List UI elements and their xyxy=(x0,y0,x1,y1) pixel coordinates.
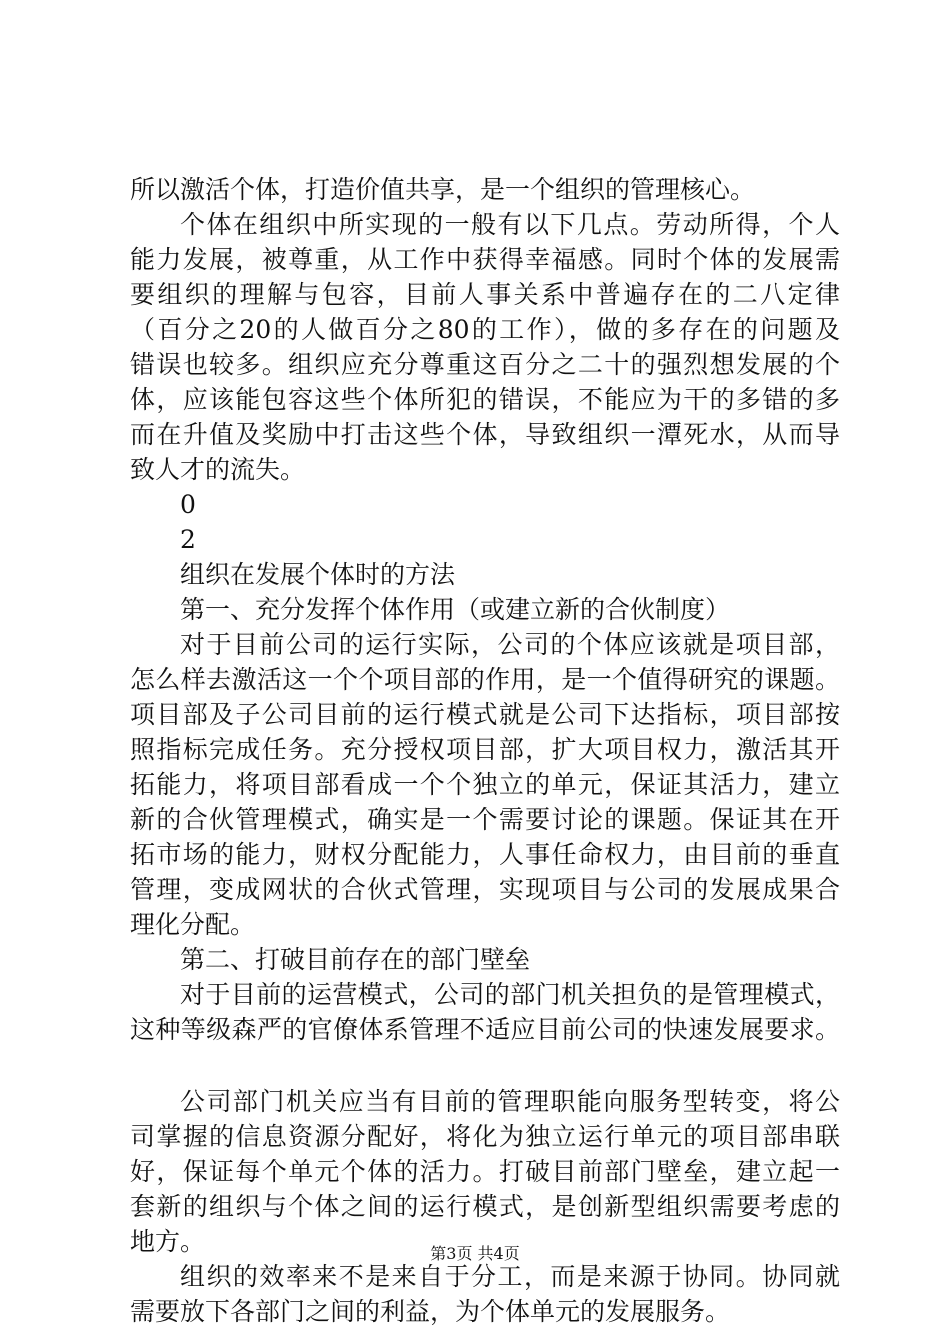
text-line: 地方。 xyxy=(130,1227,206,1256)
text-line: 第二、打破目前存在的部门壁垒 xyxy=(180,945,531,974)
text-line: 公司部门机关应当有目前的管理职能向服务型转变，将公 xyxy=(180,1087,840,1116)
text-line: 怎么样去激活这一个个项目部的作用，是一个值得研究的课题。 xyxy=(130,665,840,694)
page-footer: 第3页 共4页 xyxy=(430,1244,520,1263)
text-line: 0 xyxy=(180,490,196,519)
text-line: 套新的组织与个体之间的运行模式，是创新型组织需要考虑的 xyxy=(130,1192,840,1221)
text-line: 这种等级森严的官僚体系管理不适应目前公司的快速发展要求。 xyxy=(130,1015,840,1044)
text-line: 个体在组织中所实现的一般有以下几点。劳动所得，个人 xyxy=(180,210,840,239)
text-line: 致人才的流失。 xyxy=(130,455,306,484)
text-line: 照指标完成任务。充分授权项目部，扩大项目权力，激活其开 xyxy=(130,735,840,764)
text-line: 理化分配。 xyxy=(130,910,256,939)
text-line: 项目部及子公司目前的运行模式就是公司下达指标，项目部按 xyxy=(130,700,840,729)
text-line: 拓能力，将项目部看成一个个独立的单元，保证其活力，建立 xyxy=(130,770,840,799)
text-line: 能力发展，被尊重，从工作中获得幸福感。同时个体的发展需 xyxy=(130,245,840,274)
text-block-main xyxy=(130,172,840,1047)
text-line: 对于目前公司的运行实际，公司的个体应该就是项目部， xyxy=(180,630,840,659)
text-line: 而在升值及奖励中打击这些个体，导致组织一潭死水，从而导 xyxy=(130,420,840,449)
text-line: 管理，变成网状的合伙式管理，实现项目与公司的发展成果合 xyxy=(130,875,840,904)
text-line: 所以激活个体，打造价值共享，是一个组织的管理核心。 xyxy=(130,175,756,204)
text-line: 组织在发展个体时的方法 xyxy=(180,560,456,589)
text-line: 错误也较多。组织应充分尊重这百分之二十的强烈想发展的个 xyxy=(130,350,840,379)
text-line: 需要放下各部门之间的利益，为个体单元的发展服务。 xyxy=(130,1297,731,1326)
text-line: 第一、充分发挥个体作用（或建立新的合伙制度） xyxy=(180,595,731,624)
text-line: 2 xyxy=(180,525,196,554)
document-body xyxy=(130,172,840,1329)
text-line: 好，保证每个单元个体的活力。打破目前部门壁垒，建立起一 xyxy=(130,1157,840,1186)
text-line: 体，应该能包容这些个体所犯的错误，不能应为干的多错的多 xyxy=(130,385,840,414)
text-line: 对于目前的运营模式，公司的部门机关担负的是管理模式， xyxy=(180,980,840,1009)
text-line: 司掌握的信息资源分配好，将化为独立运行单元的项目部串联 xyxy=(130,1122,840,1151)
text-line: （百分之20的人做百分之80的工作），做的多存在的问题及 xyxy=(130,315,840,344)
text-line: 拓市场的能力，财权分配能力，人事任命权力，由目前的垂直 xyxy=(130,840,840,869)
text-line: 新的合伙管理模式，确实是一个需要讨论的课题。保证其在开 xyxy=(130,805,840,834)
paragraph-gap xyxy=(130,1047,840,1084)
text-block-after-gap xyxy=(130,1084,840,1329)
text-line: 组织的效率来不是来自于分工，而是来源于协同。协同就 xyxy=(180,1262,840,1291)
text-line: 要组织的理解与包容，目前人事关系中普遍存在的二八定律 xyxy=(130,280,840,309)
